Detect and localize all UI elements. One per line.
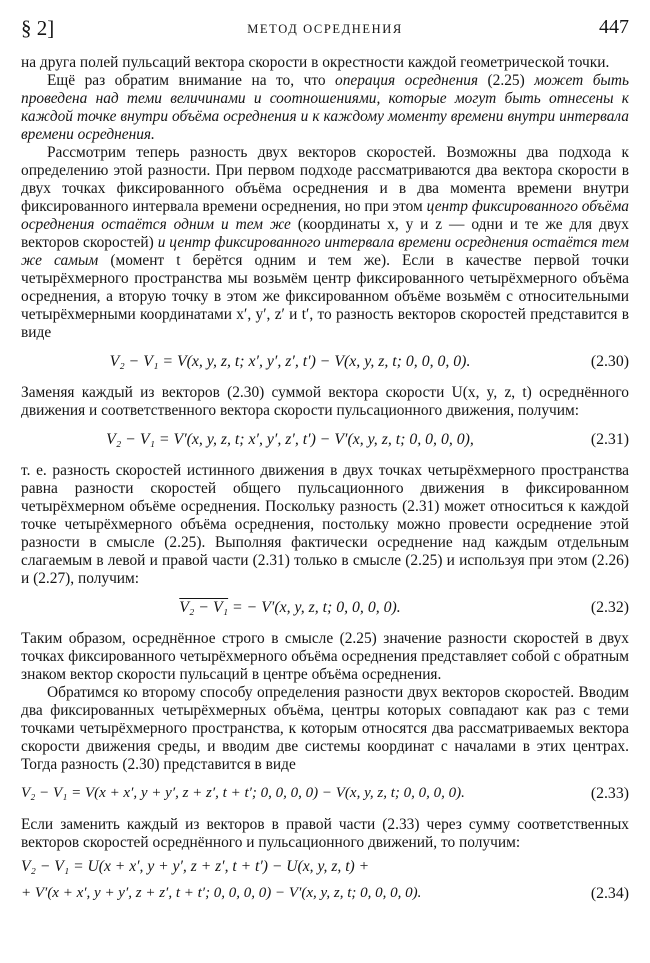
- equation-line-1: V₂ − V₁ = U(x + x′, y + y′, z + z′, t + t′) − U(x, y, z, t) +: [21, 858, 370, 875]
- equation-number: (2.31): [590, 431, 629, 448]
- equation-number: (2.33): [590, 785, 629, 802]
- paragraph-6: Таким образом, осреднённое строго в смысле (2.25) значение разности скоростей в двух точках фиксированного четырёхмерного объёма осреднения представляет собой с обратным знаком вектор скорости пульсаций в центре объёма осреднения.: [21, 630, 629, 683]
- p2-text-c: (2.25): [478, 72, 535, 89]
- paragraph-3: [21, 144, 629, 342]
- equation-2-32: [21, 588, 629, 630]
- p3-text-e: (момент t берётся одним и тем же). Если в качестве первой точки четырёхмерного пространства мы возьмём центр фиксированного четырёхмерного объёма осреднения, а вторую точку в этом же фиксированном объёме возьмём с относительными четырёхмерными координатами x′, y′, z′ и t′, то разность векторов скоростей представится в виде: [21, 252, 629, 341]
- equation-2-30: [21, 342, 629, 384]
- running-header: [21, 16, 629, 46]
- p3-italic-d: и центр фиксированного интервала времени осреднения остаётся тем же самым: [21, 234, 629, 269]
- page-number: 447: [599, 16, 629, 38]
- p3-italic-b: центр фиксированного объёма осреднения остаётся одним и тем же: [21, 198, 629, 233]
- page-body: [21, 54, 629, 912]
- equation-number: (2.32): [590, 599, 629, 616]
- paragraph-1: на друга полей пульсаций вектора скорости в окрестности каждой геометрической точки.: [21, 54, 610, 71]
- running-title: МЕТОД ОСРЕДНЕНИЯ: [247, 22, 403, 36]
- p2-text-a: Ещё раз обратим внимание на то, что: [47, 72, 336, 89]
- book-page: [21, 16, 629, 902]
- equation-formula: V₂ − V₁ = V′(x, y, z, t; x′, y′, z′, t′) − V′(x, y, z, t; 0, 0, 0, 0),: [106, 431, 474, 448]
- equation-2-34: [21, 852, 629, 912]
- paragraph-4: Заменяя каждый из векторов (2.30) суммой вектора скорости U(x, y, z, t) осреднённого движения и соответственного вектора скорости пульсационного движения, получим:: [21, 384, 629, 419]
- paragraph-2: [21, 72, 629, 144]
- equation-number: (2.30): [590, 353, 629, 370]
- section-mark: § 2]: [21, 16, 55, 40]
- equation-formula: [21, 599, 559, 617]
- p2-italic-b: операция осреднения: [335, 72, 479, 89]
- paragraph-5: т. е. разность скоростей истинного движения в двух точках четырёхмерного пространства равна разности скоростей общего пульсационного движения в фиксированном четырёхмерном объёме осреднения. Поскольку разность (2.31) может относиться к каждой точке четырёхмерного объёма осреднения, постольку можно провести осреднение этой разности в смысле (2.25). Выполняя фактически осреднение над каждым отдельным слагаемым в левой и правой части (2.31) только в смысле (2.25) и используя при этом (2.26) и (2.27), получим:: [21, 462, 629, 587]
- p3-text-a: Рассмотрим теперь разность двух векторов скоростей. Возможны два подхода к определению этой разности. При первом подходе рассматриваются два вектора скорости в двух точках фиксированного объёма осреднения и в два момента времени внутри фиксированного интервала времени осреднения, но при этом: [21, 144, 629, 215]
- p3-text-c: (координаты x, y и z — одни и те же для двух векторов скоростей): [21, 216, 629, 251]
- equation-rhs: = − V′(x, y, z, t; 0, 0, 0, 0).: [228, 599, 401, 616]
- averaged-difference: V₂ − V₁: [179, 599, 229, 616]
- equation-2-31: [21, 420, 629, 462]
- paragraph-7: Обратимся ко второму способу определения разности двух векторов скоростей. Вводим два фиксированных четырёхмерных объёма, центры которых совпадают как раз с теми точками четырёхмерного пространства, к которым относятся два рассматриваемых вектора скорости движения среды, и вводим две системы координат с началами в этих центрах. Тогда разность (2.30) представится в виде: [21, 684, 629, 773]
- equation-2-33: [21, 774, 629, 816]
- equation-line-2: + V′(x + x′, y + y′, z + z′, t + t′; 0, 0, 0, 0) − V′(x, y, z, t; 0, 0, 0, 0).: [21, 885, 422, 901]
- p2-italic-d: может быть проведена над теми величинами и соотношениями, которые могут быть отнесены к каждой точке внутри объёма осреднения и к каждому моменту времени внутри интервала времени осреднения.: [21, 72, 629, 143]
- equation-number: (2.34): [590, 885, 629, 902]
- equation-formula: V₂ − V₁ = V(x + x′, y + y′, z + z′, t + t′; 0, 0, 0, 0) − V(x, y, z, t; 0, 0, 0, 0).: [21, 785, 465, 801]
- paragraph-8: Если заменить каждый из векторов в правой части (2.33) через сумму соответственных векторов скоростей осреднённого и пульсационного движений, то получим:: [21, 816, 629, 851]
- equation-formula: V₂ − V₁ = V(x, y, z, t; x′, y′, z′, t′) − V(x, y, z, t; 0, 0, 0, 0).: [109, 353, 471, 370]
